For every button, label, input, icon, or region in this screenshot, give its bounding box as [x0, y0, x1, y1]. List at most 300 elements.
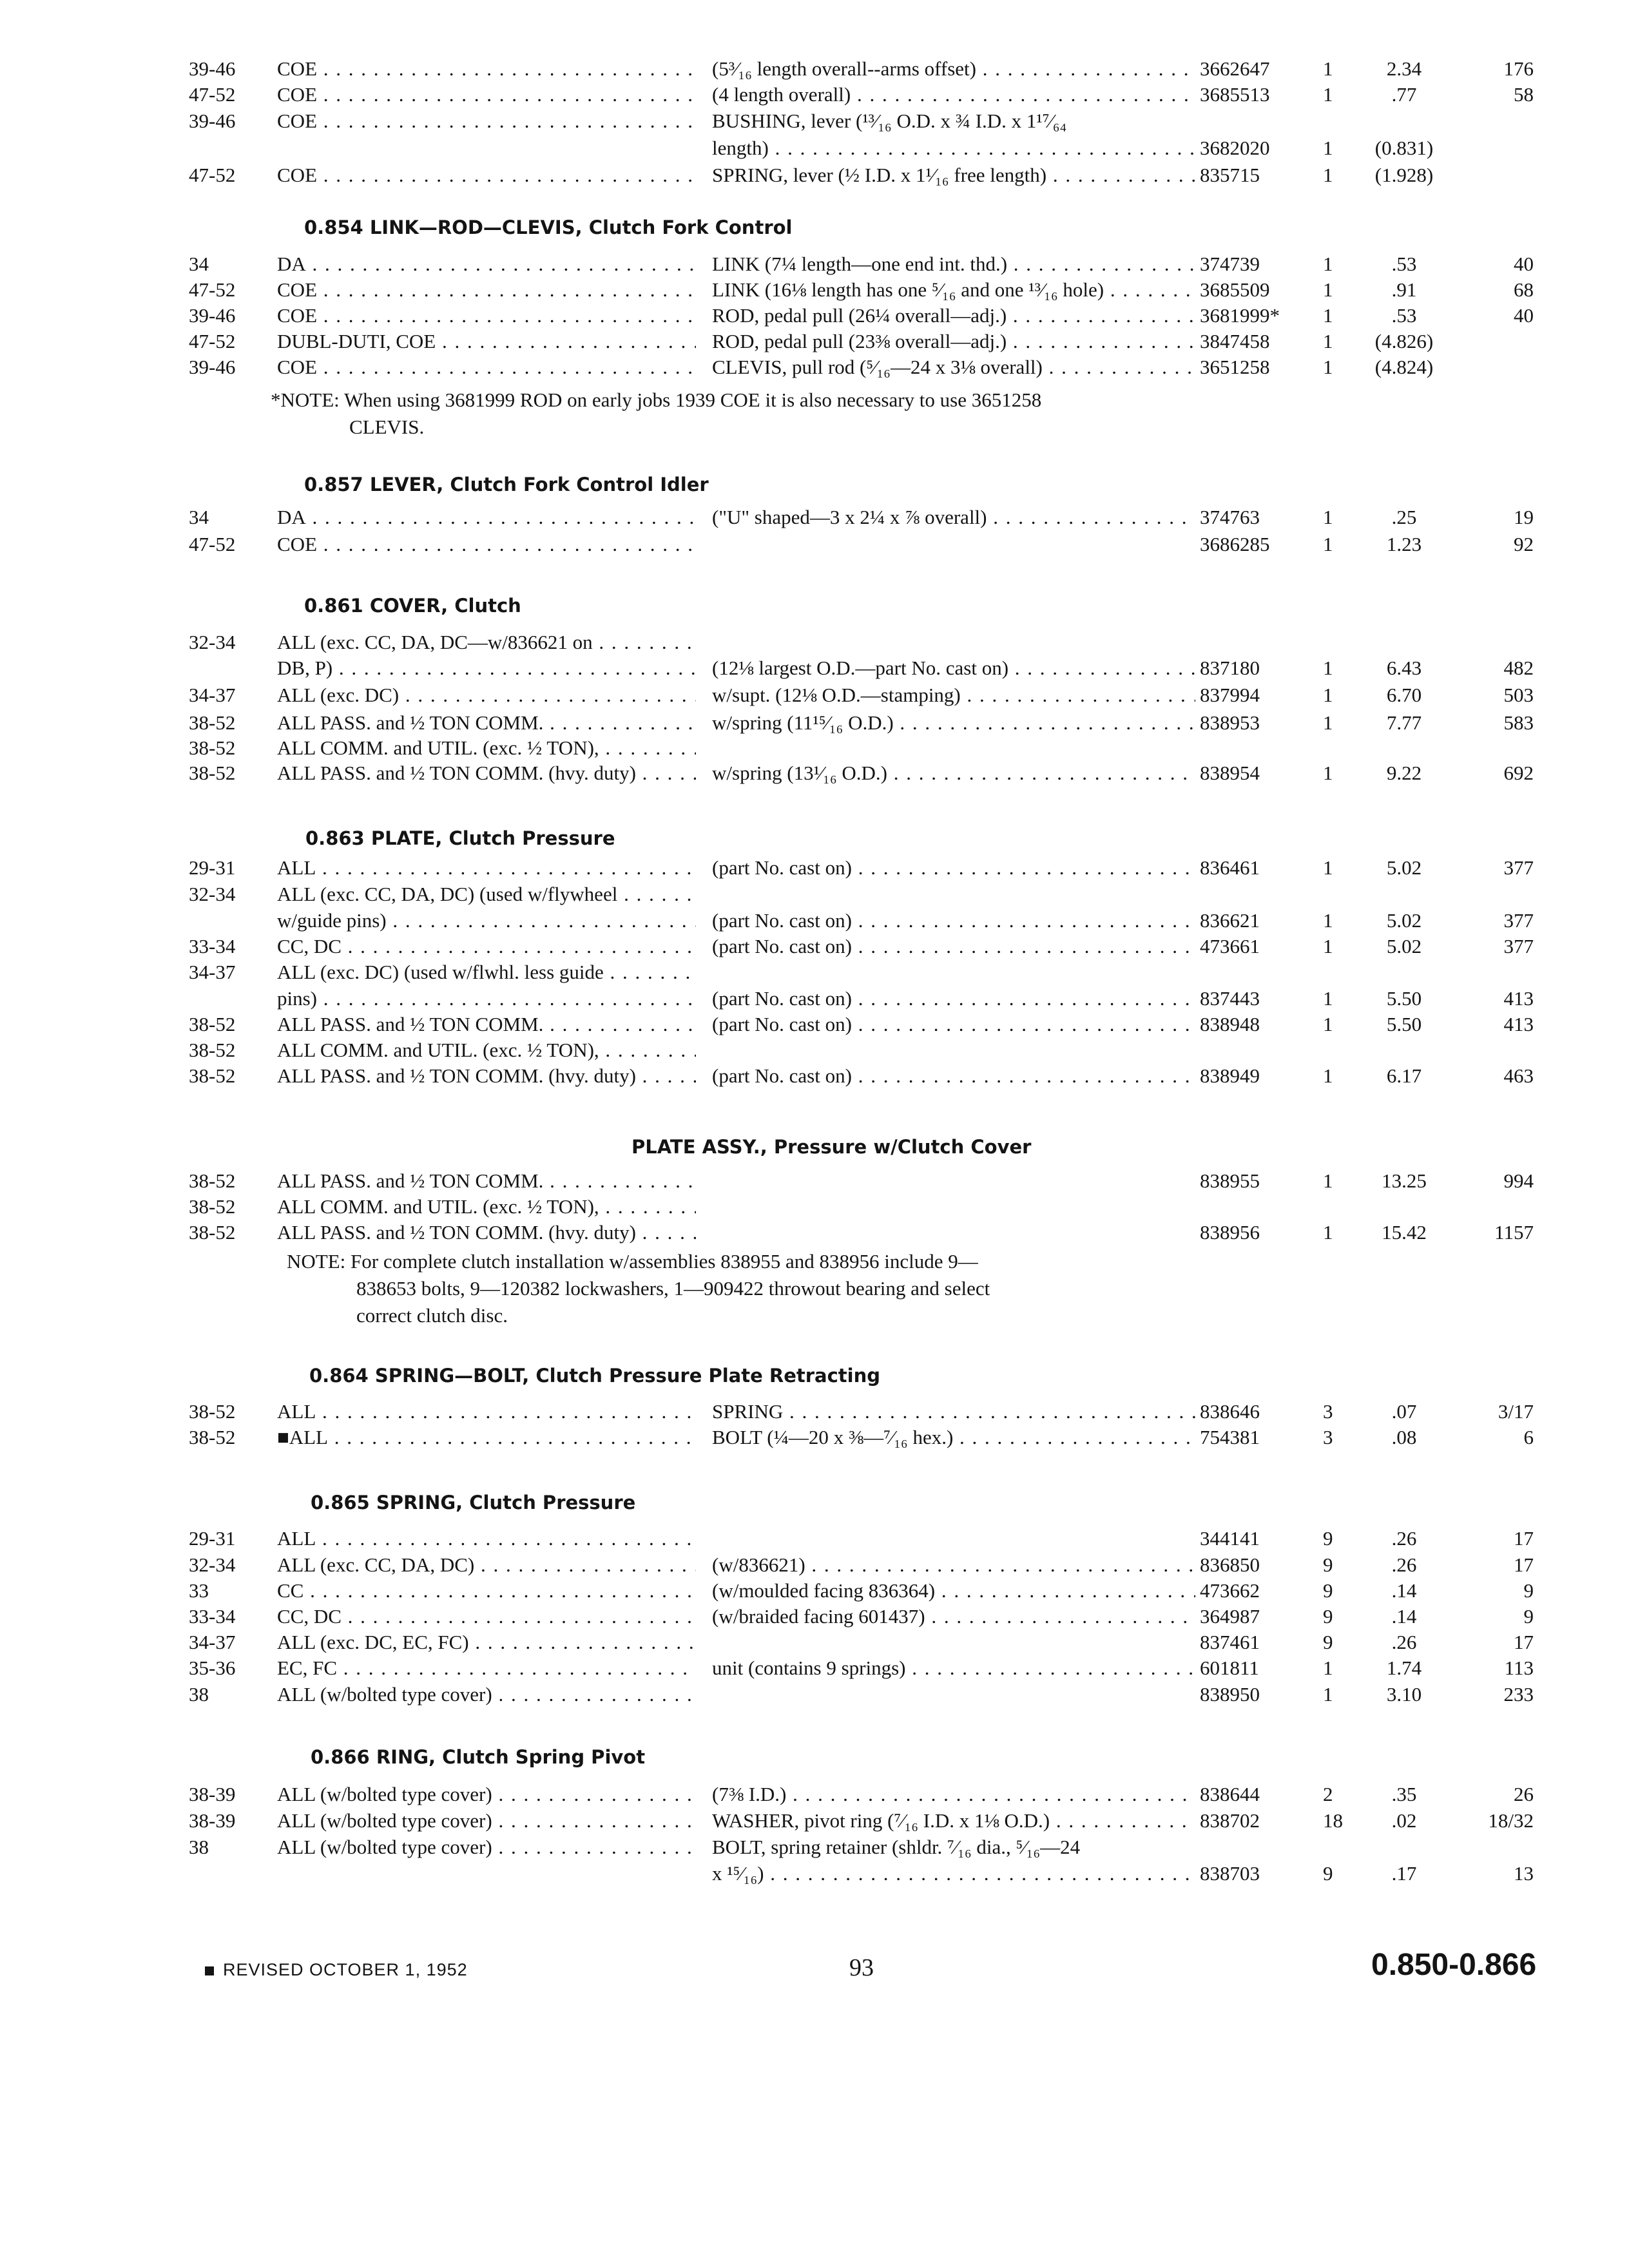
quantity: 9 — [1323, 1605, 1333, 1628]
weight: 233 — [1503, 1683, 1534, 1706]
model-applicability: ALL COMM. and UTIL. (exc. ½ TON), . . . — [277, 735, 696, 761]
part-number: 838949 — [1200, 1064, 1260, 1087]
model-applicability: ALL (w/bolted type cover) . . . — [277, 1782, 696, 1807]
list-price: (0.831) — [1374, 137, 1434, 159]
part-description: SPRING, lever (½ I.D. x 1¹⁄₁₆ free length) . . . — [712, 162, 1195, 188]
model-applicability: DA . . . — [277, 505, 696, 530]
model-applicability: CC, DC . . . — [277, 934, 696, 959]
list-price: 6.43 — [1386, 657, 1422, 679]
table-row — [0, 655, 1629, 681]
quantity: 1 — [1323, 83, 1333, 106]
model-applicability: COE . . . — [277, 303, 696, 329]
model-applicability: ALL COMM. and UTIL. (exc. ½ TON), . . . — [277, 1194, 696, 1220]
model-years: 34-37 — [189, 961, 236, 983]
part-number: 838953 — [1200, 711, 1260, 734]
part-description: (12⅛ largest O.D.—part No. cast on) . . . — [712, 655, 1195, 681]
model-years: 34-37 — [189, 684, 236, 706]
quantity: 2 — [1323, 1783, 1333, 1805]
quantity: 1 — [1323, 1657, 1333, 1679]
part-description: SPRING . . . — [712, 1399, 1195, 1425]
table-row — [0, 908, 1629, 934]
part-number: 473661 — [1200, 935, 1260, 957]
list-price: .26 — [1391, 1631, 1417, 1653]
table-row — [0, 1063, 1629, 1089]
list-price: 7.77 — [1386, 711, 1422, 734]
weight: 413 — [1503, 1013, 1534, 1035]
part-number: 836621 — [1200, 909, 1260, 932]
model-years: 38 — [189, 1683, 209, 1706]
part-number: 3685509 — [1200, 278, 1270, 301]
model-years: 38-52 — [189, 1221, 236, 1244]
model-applicability: DB, P) . . . — [277, 655, 696, 681]
list-price: 9.22 — [1386, 762, 1422, 784]
model-applicability: COE . . . — [277, 82, 696, 108]
model-applicability: ALL PASS. and ½ TON COMM. (hvy. duty) . . . — [277, 760, 696, 786]
weight: 3/17 — [1498, 1400, 1534, 1423]
weight: 377 — [1503, 856, 1534, 879]
model-years: 38 — [189, 1836, 209, 1858]
list-price: .02 — [1391, 1809, 1417, 1832]
table-row — [0, 1655, 1629, 1681]
part-number: 3681999* — [1200, 304, 1280, 327]
quantity: 18 — [1323, 1809, 1343, 1832]
quantity: 1 — [1323, 1683, 1333, 1706]
weight: 413 — [1503, 987, 1534, 1010]
model-years: 38-52 — [189, 1400, 236, 1423]
list-price: 6.17 — [1386, 1064, 1422, 1087]
list-price: (1.928) — [1374, 164, 1434, 186]
table-row — [0, 277, 1629, 303]
section-heading-0854: 0.854 LINK—ROD—CLEVIS, Clutch Fork Control — [304, 216, 793, 238]
quantity: 9 — [1323, 1579, 1333, 1602]
part-number: 374763 — [1200, 506, 1260, 528]
part-description: (w/836621) . . . — [712, 1552, 1195, 1578]
list-price: .14 — [1391, 1605, 1417, 1628]
quantity: 9 — [1323, 1553, 1333, 1576]
table-row — [0, 735, 1629, 761]
table-row — [0, 1526, 1629, 1552]
list-price: (4.824) — [1374, 356, 1434, 378]
quantity: 1 — [1323, 657, 1333, 679]
model-years: 38-52 — [189, 1426, 236, 1448]
weight: 18/32 — [1488, 1809, 1534, 1832]
revision-date: REVISED OCTOBER 1, 1952 — [223, 1960, 468, 1979]
quantity: 1 — [1323, 137, 1333, 159]
quantity: 1 — [1323, 1013, 1333, 1035]
model-years: 38-52 — [189, 1064, 236, 1087]
weight: 113 — [1504, 1657, 1534, 1679]
weight: 26 — [1514, 1783, 1534, 1805]
section-heading-plate-assy: PLATE ASSY., Pressure w/Clutch Cover — [631, 1136, 1032, 1158]
model-years: 47-52 — [189, 330, 236, 352]
part-description: ROD, pedal pull (23⅜ overall—adj.) . . . — [712, 329, 1195, 354]
list-price: 5.02 — [1386, 856, 1422, 879]
part-description: w/spring (13¹⁄₁₆ O.D.) . . . — [712, 760, 1195, 786]
table-row — [0, 1629, 1629, 1655]
section-heading-0863: 0.863 PLATE, Clutch Pressure — [305, 827, 615, 849]
model-applicability: ALL (exc. DC, EC, FC) . . . — [277, 1629, 696, 1655]
part-number: 754381 — [1200, 1426, 1260, 1448]
part-description: x ¹⁵⁄₁₆) . . . — [712, 1861, 1195, 1887]
part-number: 835715 — [1200, 164, 1260, 186]
model-applicability: pins) . . . — [277, 986, 696, 1012]
quantity: 1 — [1323, 164, 1333, 186]
model-applicability: ALL (exc. DC) (used w/flwhl. less guide . . . — [277, 959, 696, 985]
table-row — [0, 1399, 1629, 1425]
part-number: 837994 — [1200, 684, 1260, 706]
quantity: 1 — [1323, 278, 1333, 301]
quantity: 9 — [1323, 1527, 1333, 1550]
table-row — [0, 1168, 1629, 1194]
table-row — [0, 354, 1629, 380]
table-row — [0, 1552, 1629, 1578]
weight: 377 — [1503, 909, 1534, 932]
model-years: 39-46 — [189, 356, 236, 378]
page-number: 93 — [849, 1954, 874, 1981]
table-row — [0, 986, 1629, 1012]
part-description: LINK (7¼ length—one end int. thd.) . . . — [712, 251, 1195, 277]
model-applicability: ALL (w/bolted type cover) . . . — [277, 1834, 696, 1860]
part-number: 837180 — [1200, 657, 1260, 679]
quantity: 1 — [1323, 1221, 1333, 1244]
quantity: 1 — [1323, 356, 1333, 378]
list-price: .14 — [1391, 1579, 1417, 1602]
list-price: .53 — [1391, 304, 1417, 327]
table-row — [0, 1782, 1629, 1807]
quantity: 9 — [1323, 1862, 1333, 1885]
list-price: 6.70 — [1386, 684, 1422, 706]
part-description: length) . . . — [712, 135, 1195, 161]
part-description: CLEVIS, pull rod (⁵⁄₁₆—24 x 3⅛ overall) . . . — [712, 354, 1195, 380]
weight: 176 — [1503, 57, 1534, 80]
weight: 40 — [1514, 253, 1534, 275]
quantity: 3 — [1323, 1426, 1333, 1448]
model-years: 38-52 — [189, 711, 236, 734]
weight: 1157 — [1494, 1221, 1534, 1244]
model-applicability: ALL . . . — [277, 1399, 696, 1425]
model-years: 39-46 — [189, 57, 236, 80]
part-number: 838644 — [1200, 1783, 1260, 1805]
table-row — [0, 162, 1629, 188]
model-years: 38-39 — [189, 1809, 236, 1832]
model-applicability: COE . . . — [277, 354, 696, 380]
model-applicability: COE . . . — [277, 532, 696, 557]
model-years: 33-34 — [189, 1605, 236, 1628]
list-price: 1.74 — [1386, 1657, 1422, 1679]
section-heading-0857: 0.857 LEVER, Clutch Fork Control Idler — [304, 474, 709, 495]
weight: 17 — [1514, 1527, 1534, 1550]
list-price: 5.50 — [1386, 1013, 1422, 1035]
model-years: 38-52 — [189, 1195, 236, 1218]
weight: 482 — [1503, 657, 1534, 679]
quantity: 1 — [1323, 506, 1333, 528]
part-number: 3685513 — [1200, 83, 1270, 106]
model-years: 47-52 — [189, 83, 236, 106]
table-row — [0, 1037, 1629, 1063]
weight: 9 — [1523, 1579, 1534, 1602]
table-row — [0, 303, 1629, 329]
model-applicability: CC, DC . . . — [277, 1604, 696, 1629]
part-number: 836850 — [1200, 1553, 1260, 1576]
part-number: 837443 — [1200, 987, 1260, 1010]
quantity: 1 — [1323, 330, 1333, 352]
note-line: 838653 bolts, 9—120382 lockwashers, 1—909422 throwout bearing and select — [356, 1277, 990, 1300]
part-number: 3686285 — [1200, 533, 1270, 555]
model-years: 38-52 — [189, 1169, 236, 1192]
list-price: 1.23 — [1386, 533, 1422, 555]
part-number: 838646 — [1200, 1400, 1260, 1423]
model-applicability: ALL . . . — [277, 1526, 696, 1552]
model-years: 39-46 — [189, 110, 236, 132]
model-years: 33-34 — [189, 935, 236, 957]
square-bullet-icon — [205, 1966, 214, 1975]
model-years: 38-52 — [189, 762, 236, 784]
part-number: 838950 — [1200, 1683, 1260, 1706]
table-row — [0, 135, 1629, 161]
model-applicability: ALL PASS. and ½ TON COMM. . . . — [277, 710, 696, 736]
model-years: 29-31 — [189, 856, 236, 879]
list-price: .91 — [1391, 278, 1417, 301]
quantity: 1 — [1323, 253, 1333, 275]
table-row — [0, 1012, 1629, 1037]
note-line: NOTE: For complete clutch installation w/assemblies 838955 and 838956 include 9— — [287, 1250, 978, 1273]
quantity: 1 — [1323, 1064, 1333, 1087]
table-row — [0, 1578, 1629, 1604]
part-description: (w/braided facing 601437) . . . — [712, 1604, 1195, 1629]
part-number: 3651258 — [1200, 356, 1270, 378]
list-price: 5.02 — [1386, 935, 1422, 957]
model-years: 38-52 — [189, 736, 236, 759]
part-number: 473662 — [1200, 1579, 1260, 1602]
section-heading-0866: 0.866 RING, Clutch Spring Pivot — [311, 1746, 646, 1768]
weight: 13 — [1514, 1862, 1534, 1885]
model-applicability: ALL (exc. CC, DA, DC) . . . — [277, 1552, 696, 1578]
part-description: (7⅜ I.D.) . . . — [712, 1782, 1195, 1807]
table-row — [0, 108, 1629, 134]
part-number: 838954 — [1200, 762, 1260, 784]
section-heading-0865: 0.865 SPRING, Clutch Pressure — [311, 1492, 636, 1514]
quantity: 1 — [1323, 533, 1333, 555]
model-years: 38-39 — [189, 1783, 236, 1805]
quantity: 9 — [1323, 1631, 1333, 1653]
part-description: BOLT (¼—20 x ⅜—⁷⁄₁₆ hex.) . . . — [712, 1425, 1195, 1450]
section-heading-0864: 0.864 SPRING—BOLT, Clutch Pressure Plate Retracting — [309, 1365, 881, 1387]
weight: 17 — [1514, 1631, 1534, 1653]
note-line: CLEVIS. — [349, 416, 425, 438]
table-row — [0, 1604, 1629, 1629]
quantity: 1 — [1323, 304, 1333, 327]
weight: 583 — [1503, 711, 1534, 734]
table-row — [0, 1220, 1629, 1245]
part-description: (part No. cast on) . . . — [712, 855, 1195, 881]
weight: 17 — [1514, 1553, 1534, 1576]
list-price: .25 — [1391, 506, 1417, 528]
table-row — [0, 881, 1629, 907]
part-description: ("U" shaped—3 x 2¼ x ⅞ overall) . . . — [712, 505, 1195, 530]
quantity: 3 — [1323, 1400, 1333, 1423]
model-years: 29-31 — [189, 1527, 236, 1550]
weight: 994 — [1503, 1169, 1534, 1192]
part-description: w/supt. (12⅛ O.D.—stamping) . . . — [712, 682, 1195, 708]
model-applicability: DUBL-DUTI, COE . . . — [277, 329, 696, 354]
quantity: 1 — [1323, 909, 1333, 932]
model-applicability: ■ALL . . . — [277, 1425, 696, 1450]
weight: 9 — [1523, 1605, 1534, 1628]
table-row — [0, 1808, 1629, 1834]
model-years: 33 — [189, 1579, 209, 1602]
list-price: 3.10 — [1386, 1683, 1422, 1706]
note-plate-assy — [287, 1248, 990, 1329]
table-row — [0, 710, 1629, 736]
model-years: 38-52 — [189, 1013, 236, 1035]
model-applicability: ALL (w/bolted type cover) . . . — [277, 1808, 696, 1834]
quantity: 1 — [1323, 57, 1333, 80]
table-row — [0, 760, 1629, 786]
model-years: 32-34 — [189, 631, 236, 653]
part-number: 836461 — [1200, 856, 1260, 879]
note-line: *NOTE: When using 3681999 ROD on early jobs 1939 COE it is also necessary to use 3651258 — [271, 389, 1042, 411]
part-description: (part No. cast on) . . . — [712, 1012, 1195, 1037]
table-row — [0, 505, 1629, 530]
list-price: .26 — [1391, 1553, 1417, 1576]
list-price: .53 — [1391, 253, 1417, 275]
model-applicability: ALL (exc. DC) . . . — [277, 682, 696, 708]
list-price: 5.02 — [1386, 909, 1422, 932]
model-years: 32-34 — [189, 1553, 236, 1576]
model-years: 34 — [189, 253, 209, 275]
quantity: 1 — [1323, 935, 1333, 957]
part-number: 344141 — [1200, 1527, 1260, 1550]
table-row — [0, 959, 1629, 985]
model-applicability: ALL COMM. and UTIL. (exc. ½ TON), . . . — [277, 1037, 696, 1063]
part-description: (part No. cast on) . . . — [712, 1063, 1195, 1089]
table-row — [0, 934, 1629, 959]
table-row — [0, 1861, 1629, 1887]
model-applicability: COE . . . — [277, 56, 696, 82]
note-rod-clevis — [271, 387, 1041, 441]
quantity: 1 — [1323, 856, 1333, 879]
part-number: 3662647 — [1200, 57, 1270, 80]
weight: 68 — [1514, 278, 1534, 301]
table-row — [0, 329, 1629, 354]
model-applicability: COE . . . — [277, 108, 696, 134]
table-row — [0, 629, 1629, 655]
section-heading-0861: 0.861 COVER, Clutch — [304, 595, 521, 617]
revision-note — [205, 1960, 468, 1980]
part-number: 838955 — [1200, 1169, 1260, 1192]
quantity: 1 — [1323, 1169, 1333, 1192]
weight: 6 — [1523, 1426, 1534, 1448]
table-row — [0, 251, 1629, 277]
model-years: 34-37 — [189, 1631, 236, 1653]
part-number: 364987 — [1200, 1605, 1260, 1628]
model-years: 34 — [189, 506, 209, 528]
list-price: 13.25 — [1382, 1169, 1427, 1192]
model-years: 47-52 — [189, 278, 236, 301]
model-years: 35-36 — [189, 1657, 236, 1679]
part-description: BOLT, spring retainer (shldr. ⁷⁄₁₆ dia., ⁵⁄₁₆—24 — [712, 1836, 1081, 1858]
quantity: 1 — [1323, 987, 1333, 1010]
model-applicability: w/guide pins) . . . — [277, 908, 696, 934]
part-description: unit (contains 9 springs) . . . — [712, 1655, 1195, 1681]
part-description: (part No. cast on) . . . — [712, 934, 1195, 959]
weight: 692 — [1503, 762, 1534, 784]
model-applicability: ALL PASS. and ½ TON COMM. (hvy. duty) . . . — [277, 1063, 696, 1089]
weight: 58 — [1514, 83, 1534, 106]
table-row — [0, 1682, 1629, 1707]
part-description: ROD, pedal pull (26¼ overall—adj.) . . . — [712, 303, 1195, 329]
part-description: (part No. cast on) . . . — [712, 908, 1195, 934]
part-number: 3847458 — [1200, 330, 1270, 352]
part-description: (w/moulded facing 836364) . . . — [712, 1578, 1195, 1604]
table-row — [0, 1425, 1629, 1450]
weight: 40 — [1514, 304, 1534, 327]
list-price: .17 — [1391, 1862, 1417, 1885]
model-applicability: ALL PASS. and ½ TON COMM. . . . — [277, 1168, 696, 1194]
model-applicability: EC, FC . . . — [277, 1655, 696, 1681]
model-applicability: ALL . . . — [277, 855, 696, 881]
part-description: (5³⁄₁₆ length overall--arms offset) . . . — [712, 56, 1195, 82]
list-price: 2.34 — [1386, 57, 1422, 80]
model-applicability: CC . . . — [277, 1578, 696, 1604]
part-number: 838956 — [1200, 1221, 1260, 1244]
weight: 377 — [1503, 935, 1534, 957]
model-years: 47-52 — [189, 164, 236, 186]
list-price: 15.42 — [1382, 1221, 1427, 1244]
list-price: (4.826) — [1374, 330, 1434, 352]
list-price: .08 — [1391, 1426, 1417, 1448]
model-applicability: ALL PASS. and ½ TON COMM. . . . — [277, 1012, 696, 1037]
part-number: 838948 — [1200, 1013, 1260, 1035]
weight: 92 — [1514, 533, 1534, 555]
table-row — [0, 1194, 1629, 1220]
model-applicability: ALL (exc. CC, DA, DC—w/836621 on . . . — [277, 629, 696, 655]
part-number: 3682020 — [1200, 137, 1270, 159]
part-number: 838703 — [1200, 1862, 1260, 1885]
weight: 463 — [1503, 1064, 1534, 1087]
weight: 503 — [1503, 684, 1534, 706]
part-number: 374739 — [1200, 253, 1260, 275]
quantity: 1 — [1323, 711, 1333, 734]
note-line: correct clutch disc. — [356, 1304, 508, 1327]
part-number: 838702 — [1200, 1809, 1260, 1832]
model-years: 39-46 — [189, 304, 236, 327]
part-description: (4 length overall) . . . — [712, 82, 1195, 108]
model-applicability: ALL (exc. CC, DA, DC) (used w/flywheel . . . — [277, 881, 696, 907]
table-row — [0, 855, 1629, 881]
table-row — [0, 82, 1629, 108]
part-description: w/spring (11¹⁵⁄₁₆ O.D.) . . . — [712, 710, 1195, 736]
table-row — [0, 56, 1629, 82]
part-description: BUSHING, lever (¹³⁄₁₆ O.D. x ¾ I.D. x 1¹⁷⁄₆₄ — [712, 110, 1067, 132]
model-years: 32-34 — [189, 883, 236, 905]
part-number: 837461 — [1200, 1631, 1260, 1653]
weight: 19 — [1514, 506, 1534, 528]
part-number: 601811 — [1200, 1657, 1259, 1679]
table-row — [0, 682, 1629, 708]
table-row — [0, 1834, 1629, 1860]
list-price: 5.50 — [1386, 987, 1422, 1010]
table-row — [0, 532, 1629, 557]
part-description: LINK (16⅛ length has one ⁵⁄₁₆ and one ¹³⁄₁₆ hole) . . . — [712, 277, 1195, 303]
list-price: .26 — [1391, 1527, 1417, 1550]
list-price: .77 — [1391, 83, 1417, 106]
model-applicability: ALL (w/bolted type cover) . . . — [277, 1682, 696, 1707]
part-description: (part No. cast on) . . . — [712, 986, 1195, 1012]
list-price: .35 — [1391, 1783, 1417, 1805]
group-range: 0.850-0.866 — [1371, 1948, 1537, 1982]
model-applicability: ALL PASS. and ½ TON COMM. (hvy. duty) . . . — [277, 1220, 696, 1245]
